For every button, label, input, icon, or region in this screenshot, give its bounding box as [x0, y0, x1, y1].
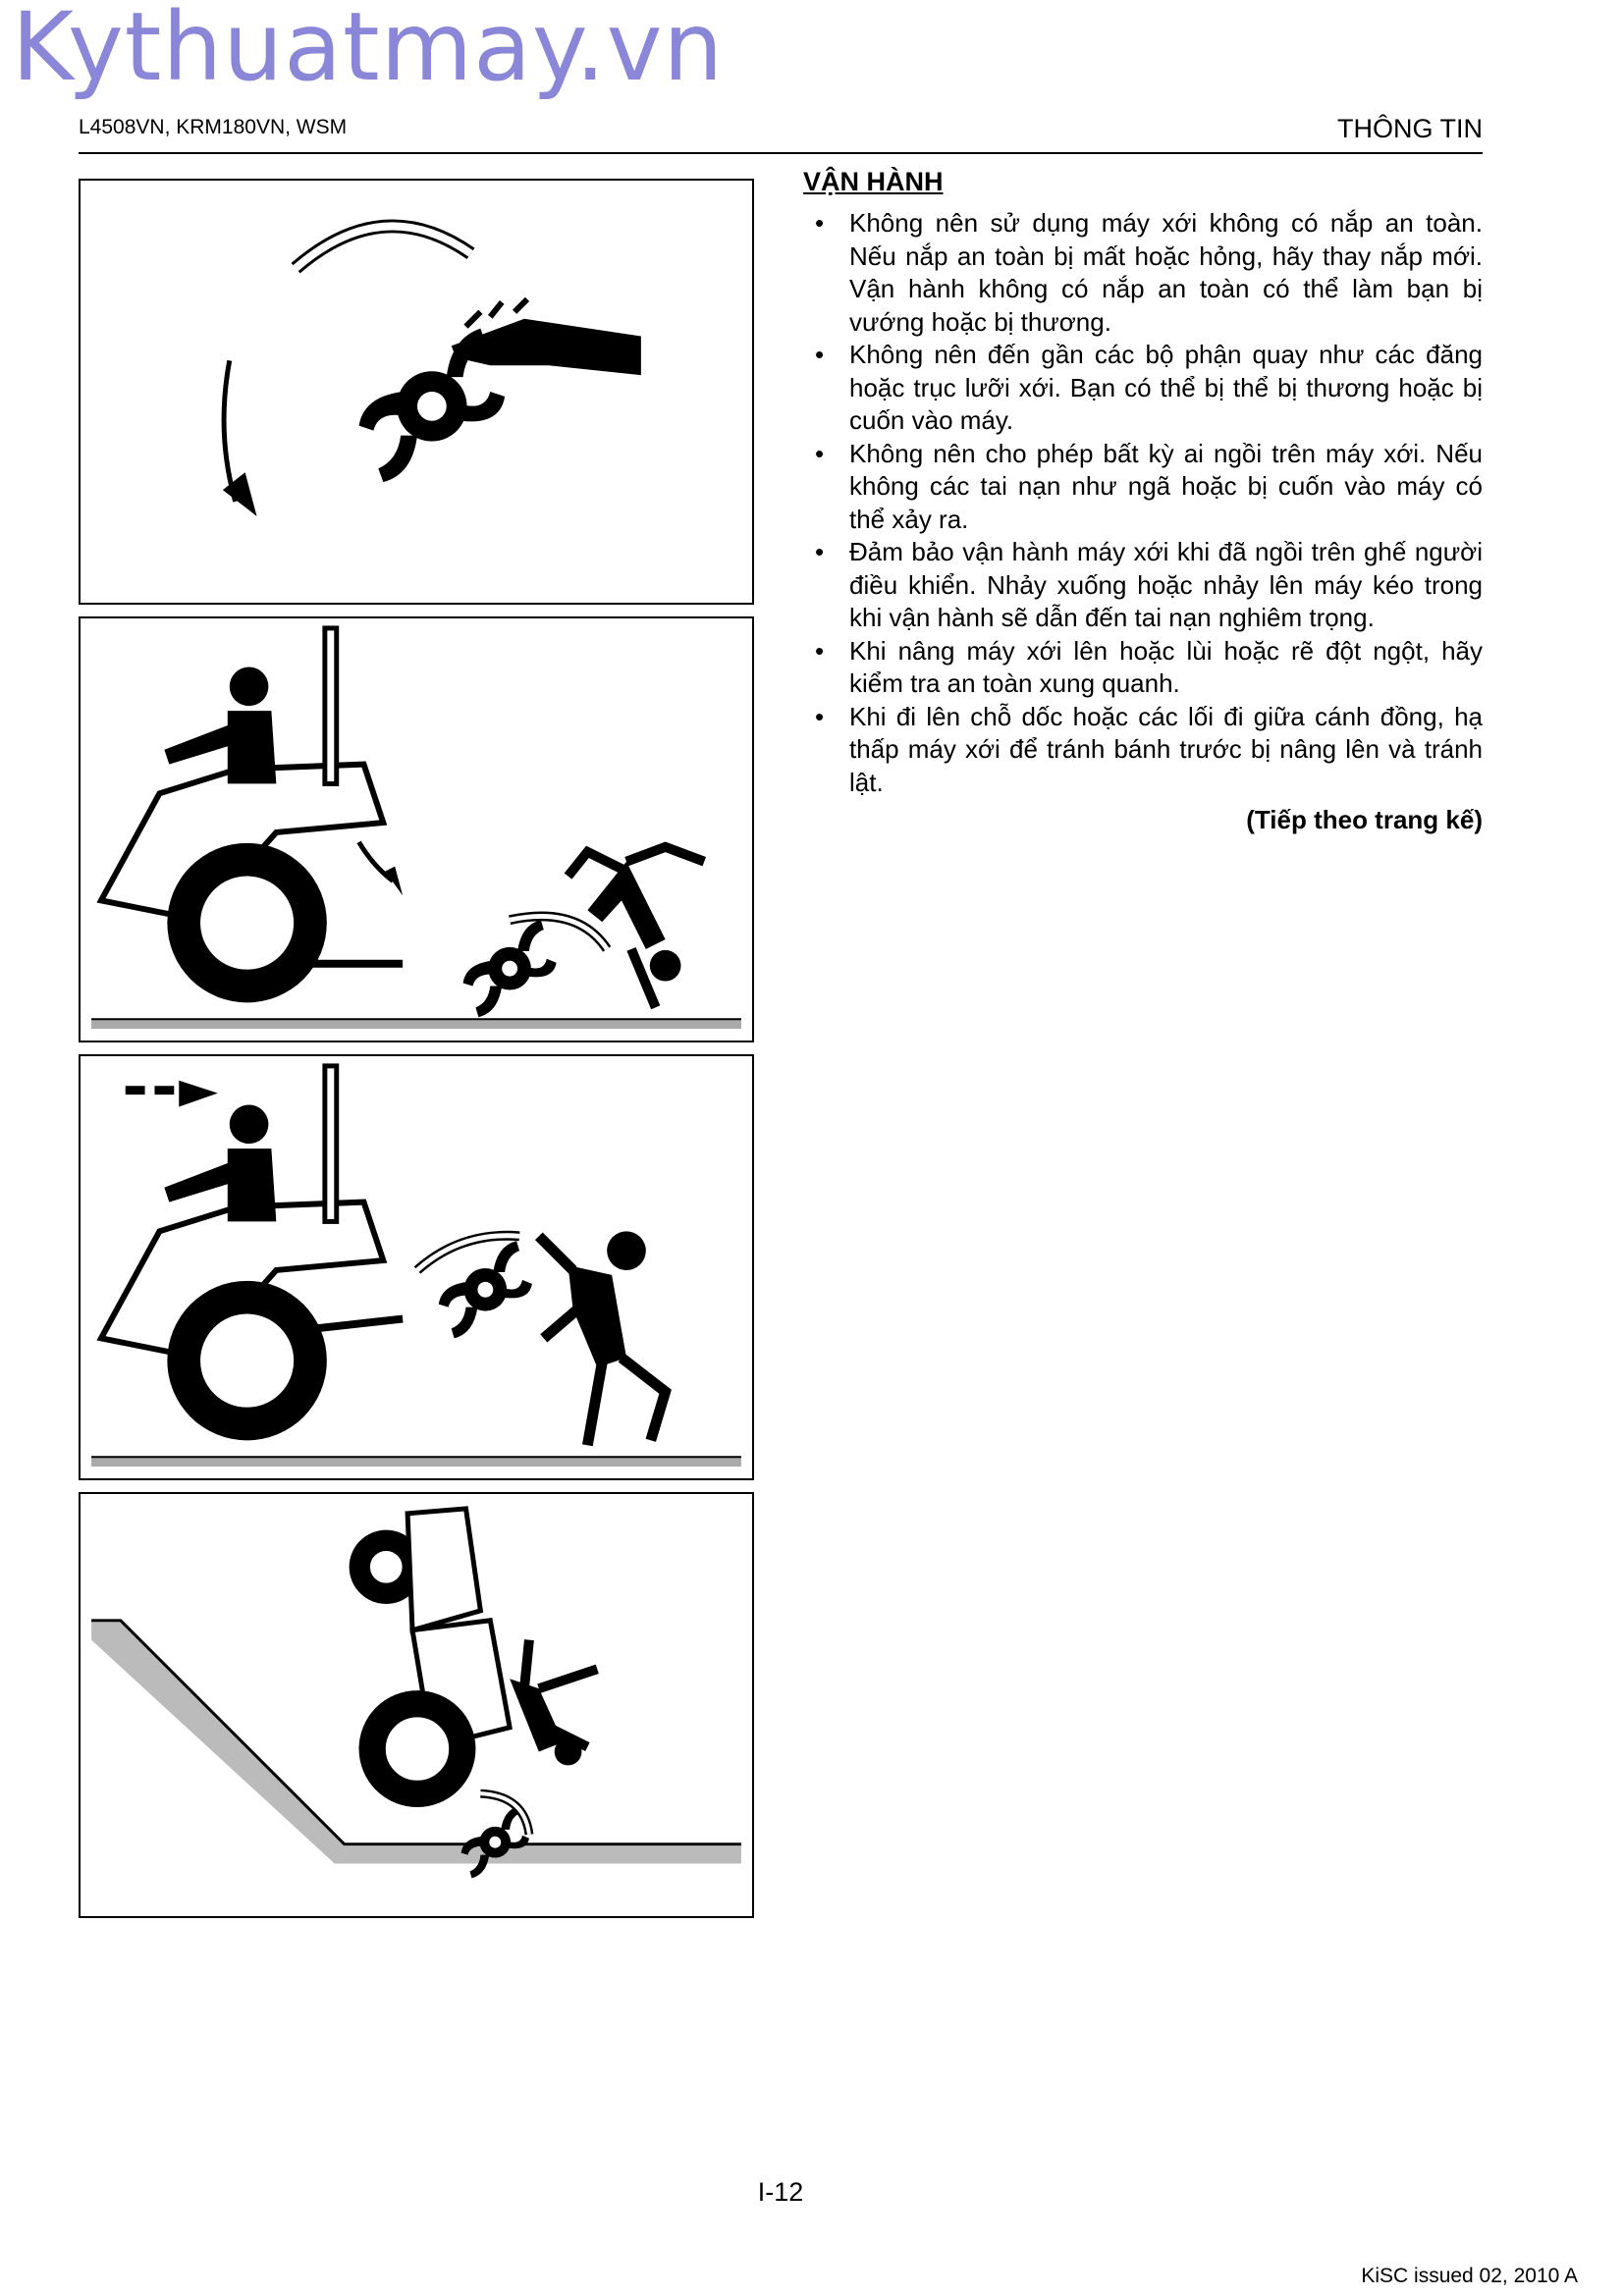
bullet: • [815, 438, 825, 468]
bullet: • [815, 208, 825, 238]
list-item [803, 339, 1483, 438]
tractor-overturn-illustration [81, 1494, 752, 1916]
header-rule [79, 152, 1483, 154]
list-item-text: Đảm bảo vận hành máy xới khi đã ngồi trên ghế người điều khiển. Nhảy xuống hoặc nhảy lên máy kéo trong khi vận hành sẽ dẫn đến tai nạn nghiêm trọng. [849, 537, 1483, 632]
bullet: • [815, 537, 825, 566]
list-item-text: Khi đi lên chỗ dốc hoặc các lối đi giữa cánh đồng, hạ thấp máy xới để tránh bánh trước bị nâng lên và tránh lật. [849, 701, 1483, 797]
watermark-logo: Kythuatmay.vn [12, 0, 725, 102]
bullet: • [815, 340, 825, 369]
figure-jump-tractor [79, 1054, 754, 1480]
section-title: VẬN HÀNH [803, 167, 944, 196]
figure-rotor-hand [79, 179, 754, 605]
list-item [803, 536, 1483, 635]
list-item [803, 635, 1483, 701]
bullet: • [815, 635, 825, 666]
list-item-text: Không nên đến gần các bộ phận quay như các đăng hoặc trục lưỡi xới. Bạn có thể bị thể bị thương hoặc bị cuốn vào máy. [849, 340, 1483, 435]
header-section: THÔNG TIN [1337, 114, 1483, 143]
rotor-hand-illustration [81, 181, 752, 603]
list-item [803, 207, 1483, 339]
list-item-text: Không nên sử dụng máy xới không có nắp an toàn. Nếu nắp an toàn bị mất hoặc hỏng, hãy thay nắp mới. Vận hành không có nắp an toàn có thể làm bạn bị vướng hoặc bị thương. [849, 208, 1483, 337]
operation-section [803, 167, 1483, 835]
bullet: • [815, 701, 825, 731]
figure-person-fall [79, 616, 754, 1042]
jump-tractor-illustration [81, 1056, 752, 1478]
page-number: I-12 [757, 2177, 804, 2207]
footer-issue: KiSC issued 02, 2010 A [1361, 2265, 1578, 2287]
list-item-text: Không nên cho phép bất kỳ ai ngồi trên máy xới. Nếu không các tai nạn như ngã hoặc bị cuốn vào máy có thể xảy ra. [849, 438, 1483, 534]
continued-note: (Tiếp theo trang kế) [1246, 805, 1483, 834]
list-item-text: Khi nâng máy xới lên hoặc lùi hoặc rẽ đột ngột, hãy kiểm tra an toàn xung quanh. [849, 635, 1483, 698]
safety-list [803, 207, 1483, 799]
person-fall-illustration [81, 618, 752, 1041]
list-item [803, 701, 1483, 800]
list-item [803, 438, 1483, 537]
figure-tractor-overturn [79, 1492, 754, 1918]
header-model: L4508VN, KRM180VN, WSM [79, 116, 348, 138]
